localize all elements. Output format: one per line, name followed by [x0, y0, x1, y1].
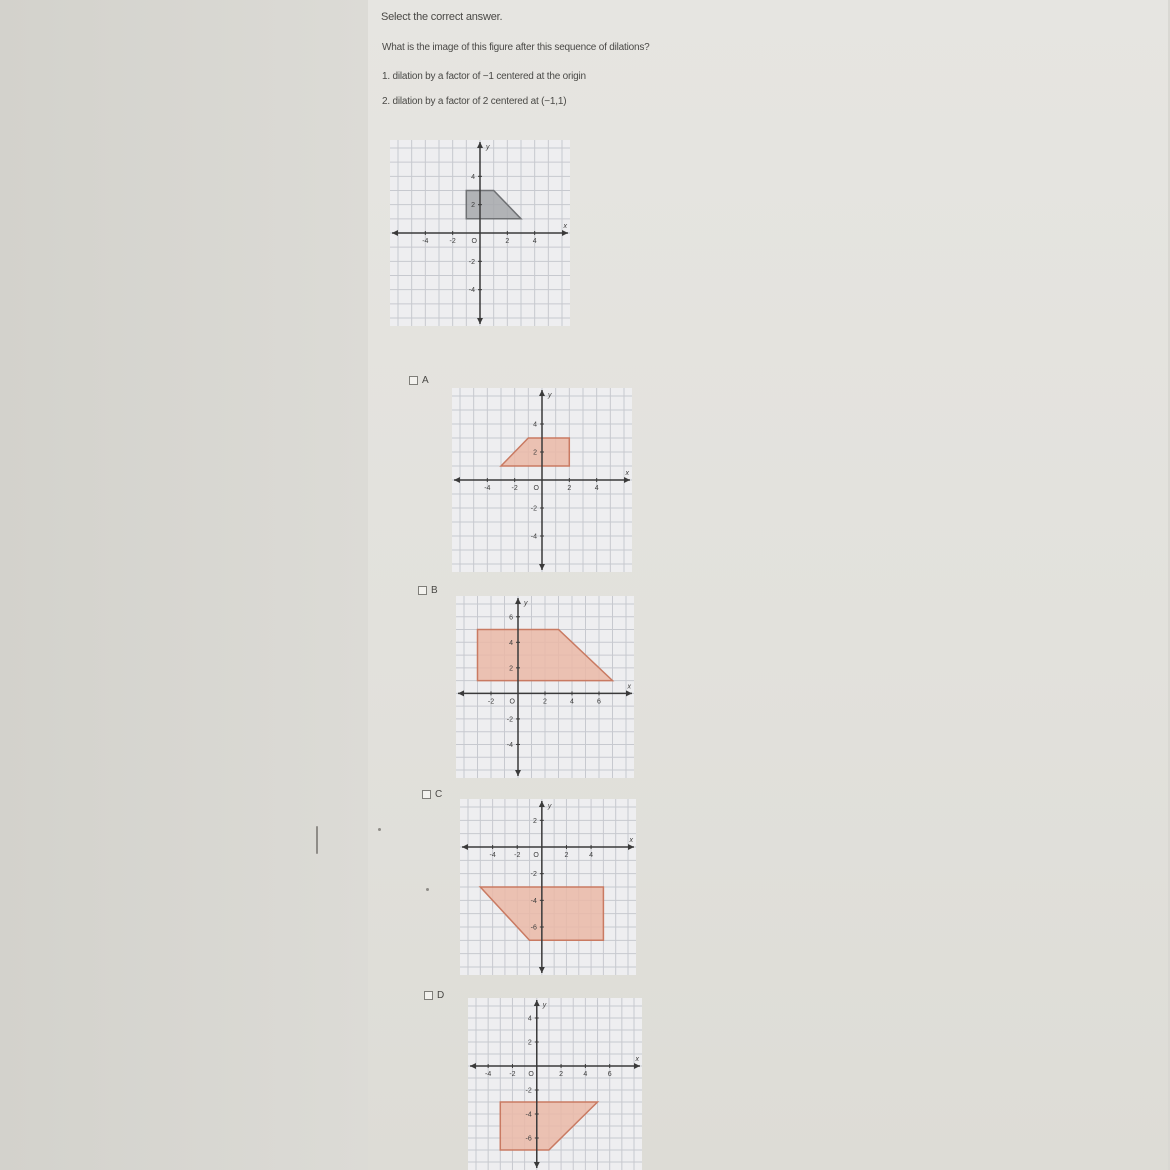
y-tick-label: 4 — [533, 421, 537, 429]
graph-svg — [452, 388, 632, 572]
origin-label: O — [533, 852, 539, 859]
y-tick-label: 4 — [509, 639, 513, 647]
y-tick-label: -4 — [525, 1111, 532, 1119]
x-tick-label: 4 — [589, 852, 594, 859]
figure-graph — [390, 140, 570, 326]
option-d-checkbox[interactable] — [424, 991, 433, 1000]
step-2-text: 2. dilation by a factor of 2 centered at (−1,1) — [382, 96, 567, 107]
y-tick-label: -4 — [506, 741, 513, 749]
y-tick-label: -6 — [525, 1135, 532, 1143]
origin-label: O — [528, 1071, 534, 1078]
step-1-text: 1. dilation by a factor of −1 centered at the origin — [382, 71, 586, 82]
x-tick-label: 2 — [564, 852, 569, 859]
y-tick-label: -2 — [506, 716, 513, 724]
x-tick-label: -4 — [422, 238, 429, 245]
option-a-graph — [452, 388, 632, 572]
x-tick-label: 4 — [594, 485, 599, 492]
background-left-strip — [0, 0, 368, 1170]
page-dot — [378, 828, 381, 831]
x-axis-label: x — [563, 223, 567, 230]
y-tick-label: 4 — [527, 1015, 532, 1023]
x-tick-label: 4 — [532, 238, 537, 245]
y-tick-label: 4 — [471, 173, 475, 181]
y-tick-label: -4 — [468, 287, 475, 295]
x-tick-label: -2 — [487, 698, 495, 706]
page-mark — [316, 826, 318, 854]
x-tick-label: 4 — [583, 1071, 588, 1078]
y-tick-label: -2 — [525, 1087, 532, 1095]
x-tick-label: -2 — [511, 485, 518, 492]
x-tick-label: 2 — [559, 1071, 564, 1078]
y-tick-label: 2 — [471, 202, 475, 210]
x-tick-label: -4 — [489, 852, 496, 859]
x-tick-label: 6 — [597, 698, 601, 706]
x-tick-label: 2 — [505, 238, 510, 245]
question-text: What is the image of this figure after this sequence of dilations? — [382, 42, 650, 53]
option-c-graph — [460, 799, 636, 975]
y-tick-label: 2 — [509, 665, 513, 673]
graph-svg — [468, 998, 642, 1170]
prompt-text: Select the correct answer. — [381, 11, 503, 23]
x-tick-label: -2 — [509, 1071, 516, 1078]
y-axis-label: y — [547, 803, 552, 810]
option-a[interactable] — [409, 375, 429, 386]
y-axis-label: y — [524, 600, 528, 607]
origin-label: O — [533, 485, 539, 492]
y-tick-label: 6 — [509, 614, 513, 622]
option-d-graph — [468, 998, 642, 1170]
x-tick-label: -2 — [514, 852, 521, 859]
y-tick-label: -2 — [530, 505, 537, 513]
x-axis-label: x — [625, 470, 629, 477]
y-tick-label: -4 — [530, 533, 537, 541]
y-axis-label: y — [486, 144, 490, 151]
option-b-graph — [456, 596, 634, 778]
option-a-checkbox[interactable] — [409, 376, 418, 385]
x-tick-label: 2 — [567, 485, 572, 492]
x-axis-label: x — [627, 683, 631, 691]
option-c-checkbox[interactable] — [422, 790, 431, 799]
y-tick-label: -6 — [530, 924, 537, 932]
x-tick-label: -4 — [485, 1071, 492, 1078]
y-tick-label: 2 — [533, 449, 537, 457]
y-tick-label: 2 — [527, 1039, 532, 1047]
option-b[interactable] — [418, 585, 438, 596]
graph-svg — [456, 596, 634, 778]
graph-svg — [460, 799, 636, 975]
y-tick-label: -2 — [468, 258, 475, 266]
graph-svg — [390, 140, 570, 326]
option-d[interactable] — [424, 990, 444, 1001]
y-tick-label: -2 — [530, 871, 537, 879]
origin-label: O — [509, 698, 515, 706]
x-axis-label: x — [629, 837, 633, 844]
x-tick-label: 4 — [570, 698, 574, 706]
option-c-letter: C — [435, 789, 443, 800]
y-tick-label: -4 — [530, 897, 537, 905]
y-tick-label: 2 — [532, 817, 537, 825]
option-a-letter: A — [422, 375, 429, 386]
option-c[interactable] — [422, 789, 442, 800]
x-axis-label: x — [635, 1056, 639, 1063]
option-b-letter: B — [431, 585, 438, 596]
x-tick-label: -2 — [449, 238, 456, 245]
origin-label: O — [471, 238, 477, 245]
x-tick-label: 6 — [607, 1071, 612, 1078]
option-d-letter: D — [437, 990, 445, 1001]
x-tick-label: 2 — [543, 698, 547, 706]
option-b-checkbox[interactable] — [418, 586, 427, 595]
y-axis-label: y — [542, 1002, 547, 1009]
y-axis-label: y — [548, 392, 552, 399]
page-dot — [426, 888, 429, 891]
x-tick-label: -4 — [484, 485, 491, 492]
